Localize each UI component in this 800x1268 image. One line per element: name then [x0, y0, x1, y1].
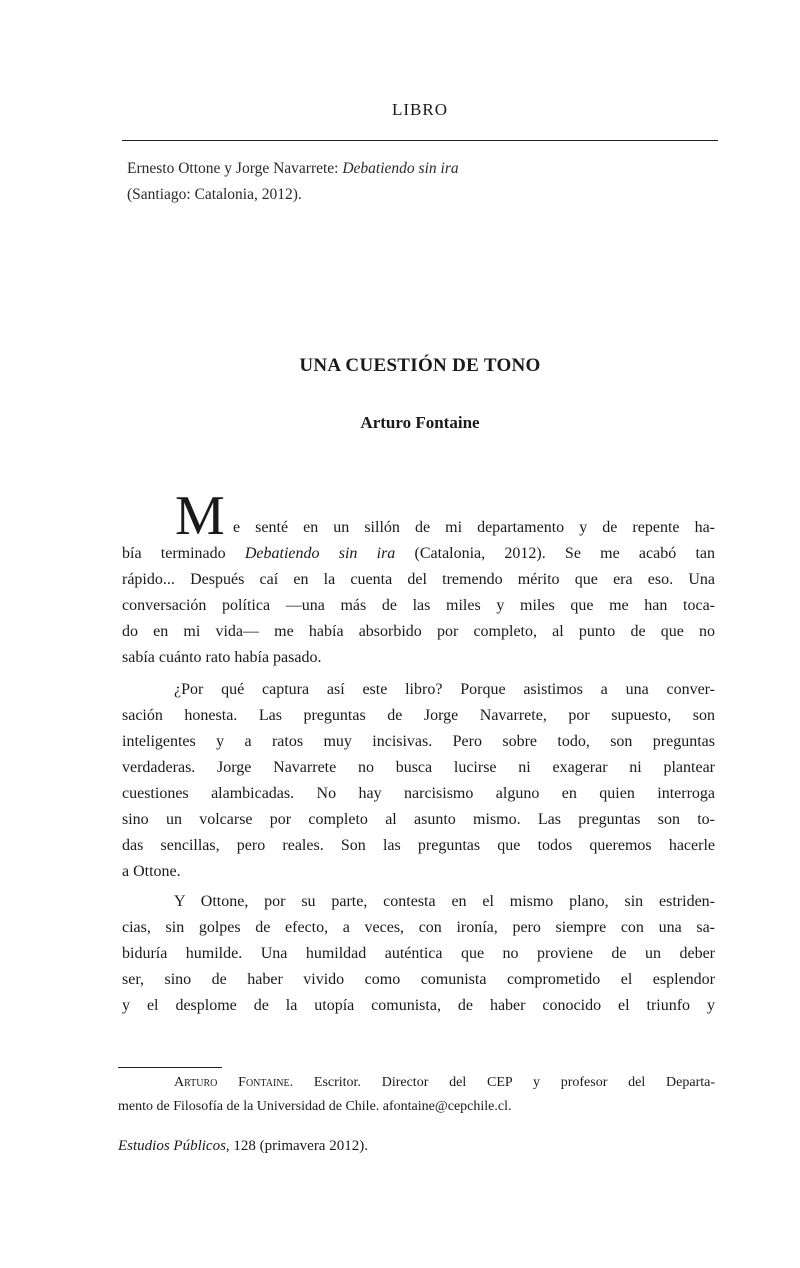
paragraph-line: sino un volcarse por completo al asunto mismo. Las preguntas son to-: [122, 811, 715, 828]
footnote-author-name: Arturo Fontaine: [174, 1075, 290, 1090]
paragraph-1-line-1: e senté en un sillón de mi departamento y de repente ha-: [233, 519, 715, 536]
book-reference: [127, 156, 717, 208]
paragraph-line: verdaderas. Jorge Navarrete no busca lucirse ni exagerar ni plantear: [122, 759, 715, 776]
paragraph-line: ser, sino de haber vivido como comunista comprometido el esplendor: [122, 971, 715, 988]
book-title: Debatiendo sin ira: [342, 160, 459, 177]
paragraph-line: das sencillas, pero reales. Son las preguntas que todos queremos hacerle: [122, 837, 715, 854]
footnote-line-1: Arturo Fontaine. Escritor. Director del CEP y profesor del Departa-: [174, 1075, 715, 1090]
paragraph-line: bía terminado Debatiendo sin ira (Catalonia, 2012). Se me acabó tan: [122, 545, 715, 562]
journal-name: Estudios Públicos: [118, 1138, 226, 1154]
paragraph-line: a Ottone.: [122, 863, 181, 880]
paragraph-2: [122, 677, 715, 885]
paragraph-line: sación honesta. Las preguntas de Jorge Navarrete, por supuesto, son: [122, 707, 715, 724]
article-title: UNA CUESTIÓN DE TONO: [299, 355, 541, 376]
section-label: LIBRO: [392, 100, 448, 119]
book-reference-line-2: (Santiago: Catalonia, 2012).: [127, 186, 302, 203]
book-reference-line-1: Ernesto Ottone y Jorge Navarrete: Debatiendo sin ira: [127, 160, 459, 177]
paragraph-line: rápido... Después caí en la cuenta del tremendo mérito que era eso. Una: [122, 571, 715, 588]
paragraph-line: do en mi vida— me había absorbido por completo, al punto de que no: [122, 623, 715, 640]
footnote: [118, 1071, 715, 1119]
paragraph-line: cias, sin golpes de efecto, a veces, con ironía, pero siempre con una sa-: [122, 919, 715, 936]
paragraph-line: y el desplome de la utopía comunista, de haber conocido el triunfo y: [122, 997, 715, 1014]
footnote-line-2: mento de Filosofía de la Universidad de Chile. afontaine@cepchile.cl.: [118, 1099, 512, 1114]
paragraph-line: biduría humilde. Una humildad auténtica que no proviene de un deber: [122, 945, 715, 962]
paragraph-line: cuestiones alambicadas. No hay narcisismo alguno en quien interroga: [122, 785, 715, 802]
journal-citation: Estudios Públicos, 128 (primavera 2012).: [118, 1138, 368, 1154]
paragraph-3: [122, 889, 715, 1019]
article-author: Arturo Fontaine: [360, 413, 480, 432]
footnote-rule: [118, 1067, 222, 1068]
header-rule: [122, 140, 718, 141]
drop-cap: M: [175, 485, 225, 547]
paragraph-line: Y Ottone, por su parte, contesta en el mismo plano, sin estriden-: [174, 893, 715, 910]
paragraph-line: ¿Por qué captura así este libro? Porque asistimos a una conver-: [174, 681, 715, 698]
paragraph-line: sabía cuánto rato había pasado.: [122, 649, 322, 666]
paragraph-line: inteligentes y a ratos muy incisivas. Pero sobre todo, son preguntas: [122, 733, 715, 750]
paragraph-line: conversación política —una más de las miles y miles que me han toca-: [122, 597, 715, 614]
paragraph-1: [122, 541, 715, 671]
